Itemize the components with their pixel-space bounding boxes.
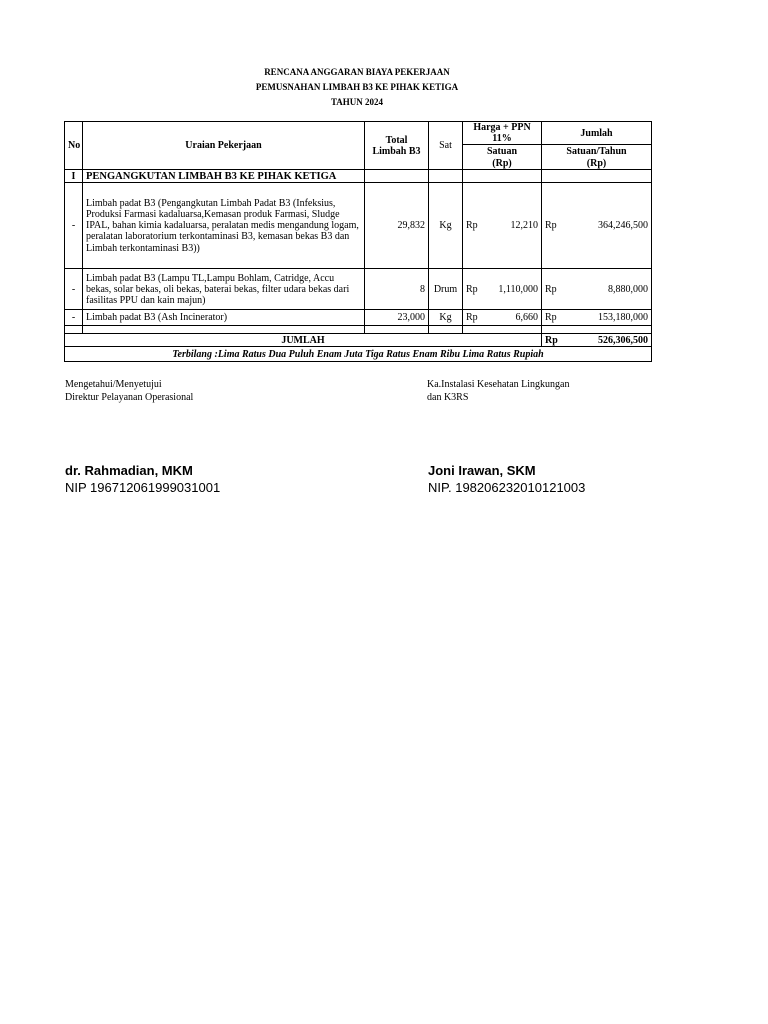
header-sat: Sat: [429, 122, 463, 170]
row-sat: Drum: [429, 269, 463, 310]
header-jumlah: Jumlah: [542, 122, 652, 145]
row-uraian: Limbah padat B3 (Ash Incinerator): [83, 310, 365, 326]
section-number: I: [65, 170, 83, 183]
header-harga: Harga + PPN 11%: [463, 122, 542, 145]
row-jumlah: 8,880,000: [560, 269, 652, 310]
row-sat: Kg: [429, 183, 463, 269]
header-row-1: [65, 122, 652, 145]
row-jumlah-currency: Rp: [542, 269, 560, 310]
total-row: [65, 334, 652, 347]
row-harga: 1,110,000: [481, 269, 542, 310]
row-harga-currency: Rp: [463, 269, 481, 310]
table-row: [65, 269, 652, 310]
row-sat: Kg: [429, 310, 463, 326]
signer-position: Ka.Instalasi Kesehatan Lingkungan: [427, 379, 570, 390]
total-value: 526,306,500: [560, 334, 652, 347]
header-total: Total Limbah B3: [365, 122, 429, 170]
row-no: -: [65, 269, 83, 310]
row-harga-currency: Rp: [463, 183, 481, 269]
signer-position: Direktur Pelayanan Operasional: [65, 392, 194, 403]
table-row: [65, 183, 652, 269]
row-total: 29,832: [365, 183, 429, 269]
header-harga-satuan: Satuan: [463, 145, 542, 158]
row-no: -: [65, 310, 83, 326]
row-harga: 6,660: [481, 310, 542, 326]
total-label: JUMLAH: [65, 334, 542, 347]
document-year: TAHUN 2024: [330, 97, 384, 107]
signer-left-name: dr. Rahmadian, MKM: [65, 463, 193, 478]
signer-position-cont: dan K3RS: [427, 392, 469, 403]
row-harga-currency: Rp: [463, 310, 481, 326]
terbilang-row: [65, 347, 652, 362]
total-currency: Rp: [542, 334, 560, 347]
section-title: PENGANGKUTAN LIMBAH B3 KE PIHAK KETIGA: [83, 170, 365, 183]
signer-left-nip: NIP 196712061999031001: [65, 480, 221, 495]
row-uraian: Limbah padat B3 (Pengangkutan Limbah Padat B3 (Infeksius, Produksi Farmasi kadaluarsa,Kemasan produk Farmasi, Sludge IPAL, bahan kimia kadaluarsa, peralatan medis mengandung logam, peralatan laboratorium terkontaminasi B3, kemasan bekas B3 dan Limbah terkontaminasi B3)): [83, 183, 365, 269]
header-jumlah-unit: (Rp): [542, 158, 652, 170]
header-no: No: [65, 122, 83, 170]
row-jumlah-currency: Rp: [542, 310, 560, 326]
header-jumlah-satuan: Satuan/Tahun: [542, 145, 652, 158]
signer-right-nip: NIP. 198206232010121003: [428, 480, 586, 495]
signature-left-block: [65, 378, 193, 404]
spacer-row: [65, 326, 652, 334]
section-row: [65, 170, 652, 183]
approval-label: Mengetahui/Menyetujui: [65, 379, 162, 390]
row-total: 23,000: [365, 310, 429, 326]
terbilang-text: Terbilang :Lima Ratus Dua Puluh Enam Juta Tiga Ratus Enam Ribu Lima Ratus Rupiah: [65, 347, 652, 362]
row-jumlah: 364,246,500: [560, 183, 652, 269]
signature-right-block: [427, 378, 569, 404]
row-uraian: Limbah padat B3 (Lampu TL,Lampu Bohlam, Catridge, Accu bekas, solar bekas, oli bekas, baterai bekas, filter udara bekas dari fasilitas PPU dan kain majun): [83, 269, 365, 310]
document-subtitle: PEMUSNAHAN LIMBAH B3 KE PIHAK KETIGA: [255, 82, 459, 92]
row-no: -: [65, 183, 83, 269]
header-uraian: Uraian Pekerjaan: [83, 122, 365, 170]
header-harga-unit: (Rp): [463, 158, 542, 170]
row-harga: 12,210: [481, 183, 542, 269]
row-total: 8: [365, 269, 429, 310]
document-title: RENCANA ANGGARAN BIAYA PEKERJAAN: [264, 67, 450, 77]
row-jumlah: 153,180,000: [560, 310, 652, 326]
budget-table: [64, 121, 652, 362]
signer-right-name: Joni Irawan, SKM: [428, 463, 536, 478]
row-jumlah-currency: Rp: [542, 183, 560, 269]
table-row: [65, 310, 652, 326]
